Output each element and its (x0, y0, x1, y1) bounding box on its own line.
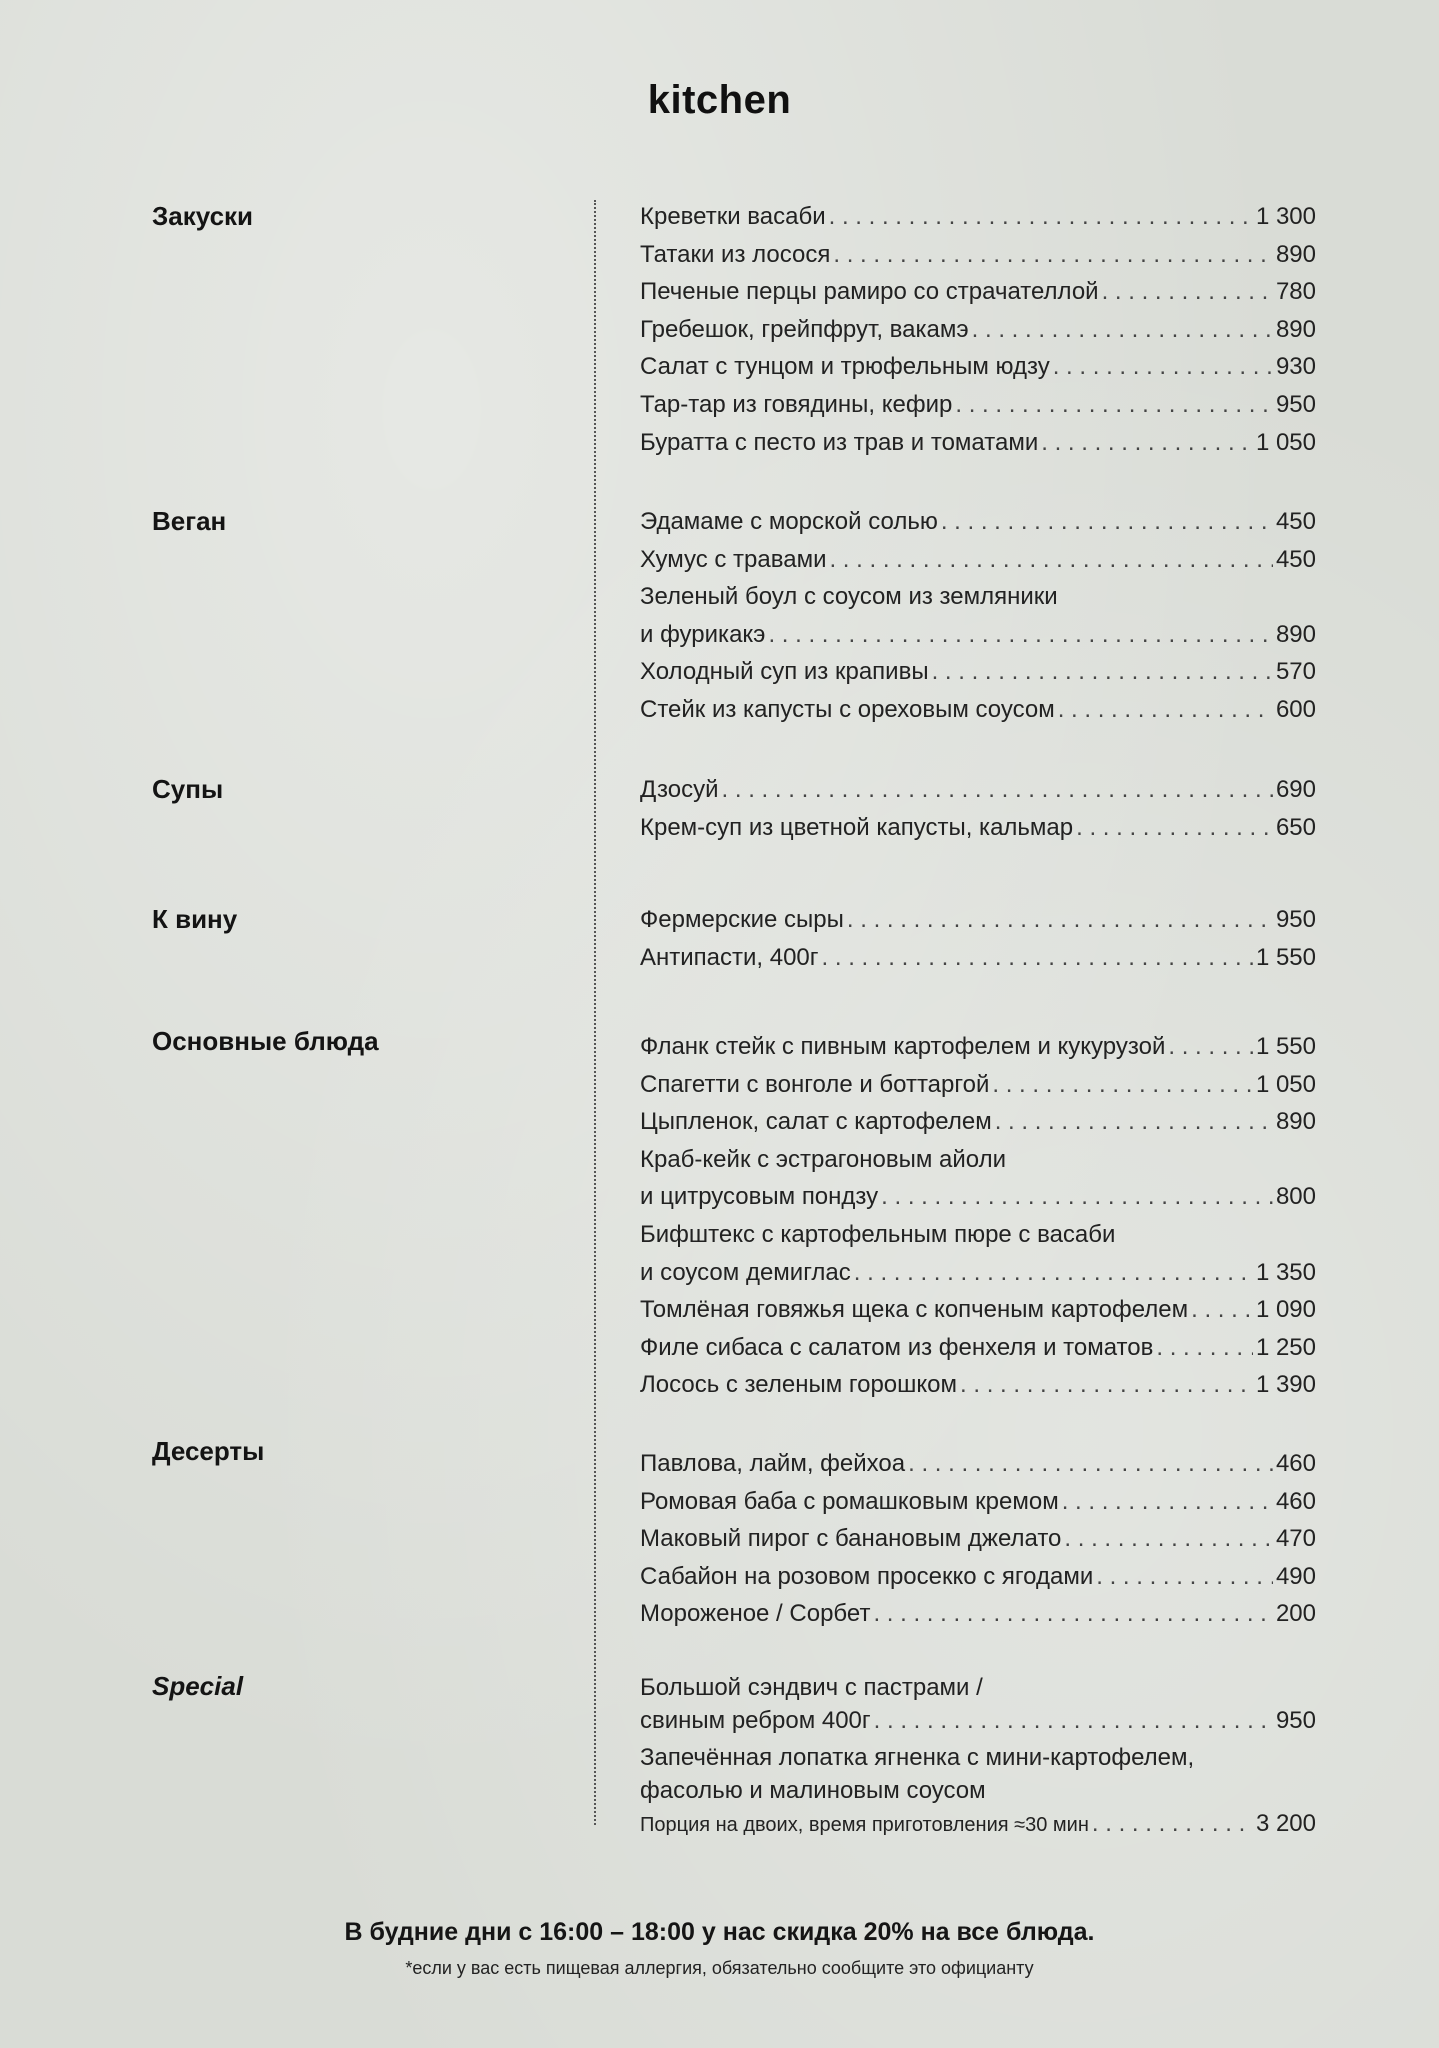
leader-dots (960, 1366, 1253, 1404)
item-price: 450 (1275, 508, 1316, 535)
menu-item (640, 1558, 1316, 1596)
leader-dots (1062, 1483, 1273, 1521)
menu-item (640, 1520, 1316, 1558)
item-name: Дзосуй (640, 776, 719, 803)
item-price: 890 (1275, 315, 1316, 343)
item-price: 460 (1275, 1487, 1316, 1515)
leader-dots (1092, 1807, 1253, 1840)
item-price: 890 (1275, 240, 1316, 268)
menu-item (640, 348, 1316, 386)
item-name: Эдамаме с морской солью (640, 508, 938, 535)
item-name: Филе сибаса с салатом из фенхеля и томатов (640, 1333, 1154, 1361)
item-price: 490 (1275, 1562, 1316, 1590)
menu-item (640, 771, 1316, 809)
leader-dots (1096, 1558, 1273, 1596)
item-price: 950 (1275, 390, 1316, 418)
menu-item (640, 1329, 1316, 1367)
leader-dots (873, 1595, 1273, 1633)
item-price: 570 (1275, 658, 1316, 686)
item-list (640, 771, 1316, 846)
category-title: Special (152, 1671, 244, 1701)
item-name: Салат с тунцом и трюфельным юдзу (640, 353, 1050, 381)
item-name: Мороженое / Сорбет (640, 1600, 871, 1628)
item-list (640, 1445, 1316, 1633)
item-name: и цитрусовым пондзу (640, 1183, 879, 1211)
item-name: Лосось с зеленым горошком (640, 1371, 958, 1399)
menu-title: kitchen (647, 78, 792, 122)
item-price: 950 (1275, 1707, 1316, 1734)
leader-dots (829, 198, 1253, 236)
item-price: 800 (1275, 1183, 1316, 1211)
item-name: Гребешок, грейпфрут, вакамэ (640, 315, 969, 343)
item-name: Крем-суп из цветной капусты, кальмар (640, 813, 1074, 841)
item-list (640, 503, 1316, 729)
menu-item (640, 198, 1316, 236)
item-name: Печеные перцы рамиро со страчателлой (640, 278, 1099, 306)
item-name: Сабайон на розовом просекко с ягодами (640, 1562, 1094, 1590)
item-name-line: Запечённая лопатка ягненка с мини-картофелем, (640, 1744, 1195, 1771)
menu-item (640, 653, 1316, 691)
category-title: Супы (152, 774, 224, 804)
menu-item (640, 1671, 1316, 1737)
leader-dots (1102, 273, 1273, 311)
leader-dots (847, 901, 1273, 939)
item-name: и соусом демиглас (640, 1258, 851, 1286)
leader-dots (995, 1103, 1273, 1141)
item-name-line: Краб-кейк с эстрагоновым айоли (640, 1145, 1007, 1173)
leader-dots (1156, 1329, 1253, 1367)
menu-item (640, 541, 1316, 579)
menu-item (640, 236, 1316, 274)
menu-item (640, 809, 1316, 847)
item-name: Стейк из капусты с ореховым соусом (640, 695, 1055, 723)
item-name: свиным ребром 400г (640, 1707, 871, 1734)
leader-dots (1191, 1291, 1253, 1329)
item-price: 1 550 (1255, 943, 1316, 971)
item-name: Холодный суп из крапивы (640, 658, 929, 686)
menu-item (640, 1741, 1316, 1842)
item-name: Креветки васаби (640, 203, 826, 230)
item-price: 650 (1275, 813, 1316, 841)
item-price: 3 200 (1255, 1810, 1316, 1837)
leader-dots (722, 771, 1273, 809)
item-price: 200 (1275, 1600, 1316, 1628)
item-price: 1 250 (1255, 1333, 1316, 1361)
item-name: Цыпленок, салат с картофелем (640, 1108, 992, 1136)
menu-item (640, 1445, 1316, 1483)
menu-item (640, 1595, 1316, 1633)
item-name-line: Зеленый боул с соусом из земляники (640, 583, 1058, 611)
item-price: 950 (1275, 906, 1316, 933)
category-title: Веган (152, 506, 227, 536)
item-list (640, 1028, 1316, 1404)
leader-dots (881, 1178, 1273, 1216)
item-price: 930 (1275, 353, 1316, 381)
category-title: Десерты (152, 1436, 265, 1466)
leader-dots (1053, 348, 1273, 386)
item-name: Спагетти с вонголе и боттаргой (640, 1070, 990, 1098)
item-price: 450 (1275, 545, 1316, 573)
leader-dots (941, 503, 1273, 541)
leader-dots (874, 1704, 1273, 1737)
item-name-line: Большой сэндвич с пастрами / (640, 1674, 983, 1701)
item-name: Антипасти, 400г (640, 943, 819, 971)
menu-item (640, 1291, 1316, 1329)
item-price: 1 090 (1255, 1296, 1316, 1324)
item-name: Фермерские сыры (640, 906, 844, 933)
item-name-line: фасолью и малиновым соусом (640, 1777, 986, 1804)
item-list (640, 1671, 1316, 1842)
leader-dots (955, 386, 1273, 424)
item-name: Татаки из лосося (640, 240, 831, 268)
column-divider (594, 200, 596, 1825)
item-name: Буратта с песто из трав и томатами (640, 428, 1039, 456)
discount-notice: В будние дни с 16:00 – 18:00 у нас скидка 20% на все блюда. (344, 1918, 1095, 1946)
item-price: 890 (1275, 1108, 1316, 1136)
item-price: 1 550 (1255, 1033, 1316, 1060)
item-price: 890 (1275, 620, 1316, 648)
leader-dots (908, 1445, 1273, 1483)
item-name: Фланк стейк с пивным картофелем и кукурузой (640, 1033, 1166, 1060)
menu-item (640, 1141, 1316, 1216)
item-name-line: Бифштекс с картофельным пюре с васаби (640, 1220, 1116, 1248)
menu-item (640, 1366, 1316, 1404)
item-price: 470 (1275, 1525, 1316, 1553)
category-title: Основные блюда (152, 1026, 379, 1056)
menu-item (640, 503, 1316, 541)
leader-dots (768, 616, 1273, 654)
item-price: 780 (1275, 278, 1316, 306)
item-name: Маковый пирог с банановым джелато (640, 1525, 1062, 1553)
leader-dots (1076, 809, 1273, 847)
leader-dots (1064, 1520, 1273, 1558)
leader-dots (1168, 1028, 1253, 1066)
item-list (640, 901, 1316, 976)
item-price: 460 (1275, 1450, 1316, 1477)
menu-item (640, 1483, 1316, 1521)
category-title: К вину (152, 904, 238, 934)
leader-dots (932, 653, 1273, 691)
leader-dots (972, 311, 1273, 349)
allergy-notice: *если у вас есть пищевая аллергия, обязательно сообщите это официанту (405, 1958, 1034, 1978)
item-price: 600 (1275, 695, 1316, 723)
item-price: 690 (1275, 776, 1316, 803)
menu-item (640, 424, 1316, 462)
menu-item (640, 311, 1316, 349)
menu-item (640, 1216, 1316, 1291)
item-note: Порция на двоих, время приготовления ≈30 мин (640, 1814, 1089, 1836)
item-price: 1 390 (1255, 1371, 1316, 1399)
item-name: Павлова, лайм, фейхоа (640, 1450, 906, 1477)
menu-item (640, 939, 1316, 977)
item-price: 1 050 (1255, 1070, 1316, 1098)
leader-dots (854, 1254, 1253, 1292)
menu-item (640, 1103, 1316, 1141)
item-price: 1 350 (1255, 1258, 1316, 1286)
menu-item (640, 386, 1316, 424)
menu-item (640, 273, 1316, 311)
leader-dots (1058, 691, 1273, 729)
menu-item (640, 578, 1316, 653)
leader-dots (992, 1066, 1253, 1104)
leader-dots (822, 939, 1253, 977)
menu-item (640, 1066, 1316, 1104)
item-name: Хумус с травами (640, 545, 827, 573)
leader-dots (833, 236, 1273, 274)
leader-dots (829, 541, 1272, 579)
item-price: 1 300 (1255, 203, 1316, 230)
item-list (640, 198, 1316, 461)
menu-item (640, 691, 1316, 729)
menu-item (640, 901, 1316, 939)
item-name: Томлёная говяжья щека с копченым картофелем (640, 1296, 1189, 1324)
item-name: Тар-тар из говядины, кефир (640, 390, 953, 418)
item-name: Ромовая баба с ромашковым кремом (640, 1487, 1059, 1515)
menu-item (640, 1028, 1316, 1066)
item-price: 1 050 (1255, 428, 1316, 456)
category-title: Закуски (152, 201, 254, 231)
item-name: и фурикакэ (640, 620, 766, 648)
leader-dots (1041, 424, 1253, 462)
